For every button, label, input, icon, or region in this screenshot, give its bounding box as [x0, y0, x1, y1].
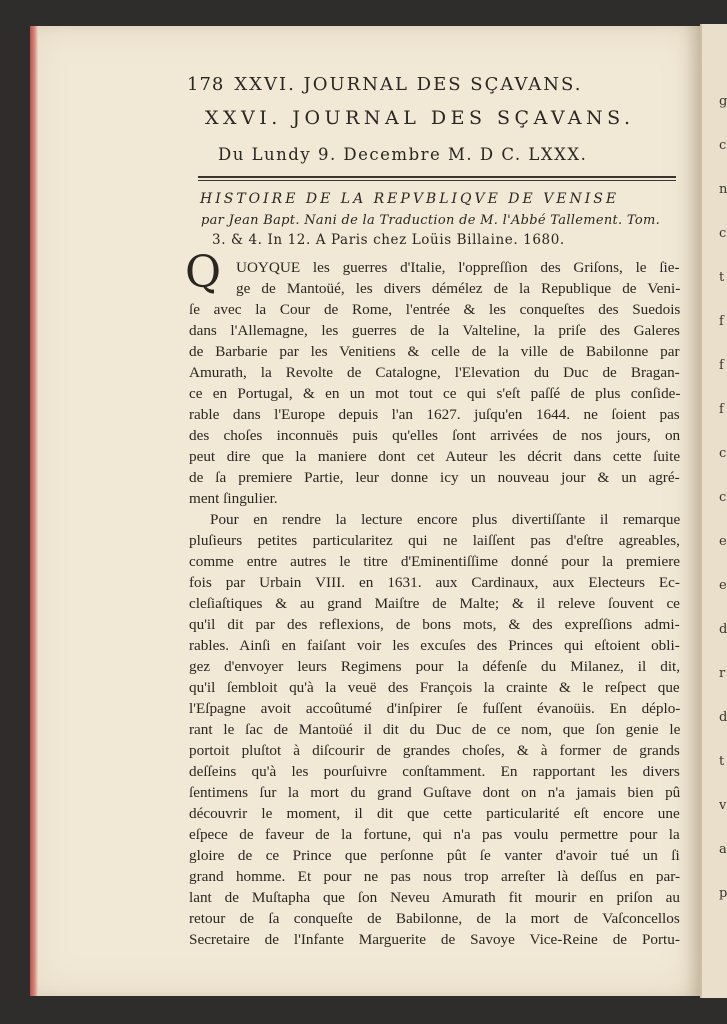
- date-line: Du Lundy 9. Decembre M. D C. LXXX.: [218, 145, 588, 164]
- title-rule: [198, 176, 676, 181]
- body-line: comme entre autres le titre d'Eminentiſſime donné pour la premiere: [189, 553, 680, 570]
- next-page-glyph: d: [719, 710, 727, 725]
- body-line: portoit pluſtot à diſcourir de grandes choſes, & à former de grands: [189, 742, 680, 759]
- body-line: qu'il ſembloit qu'à la veuë des François la crainte & le reſpect que: [189, 679, 680, 696]
- next-page-glyph: t: [719, 754, 725, 769]
- body-line: découvrir le moment, il dit que cette particularité eſt encore une: [189, 805, 680, 822]
- next-page-glyph: p: [719, 886, 727, 901]
- body-line: l'Eſpagne avoit accoûtumé d'inſpirer ſe fuſſent évanoüis. En déplo-: [189, 700, 681, 717]
- journal-title: XXVI. JOURNAL DES SÇAVANS.: [205, 107, 635, 129]
- body-line: eſpece de faveur de la fortune, qui n'a pas voulu permettre pour la: [189, 826, 680, 843]
- body-line: fois par Urbain VIII. en 1631. aux Cardinaux, aux Electeurs Ec-: [189, 574, 680, 591]
- body-line: Secretaire de l'Infante Marguerite de Savoye Vice-Reine de Portu-: [189, 931, 680, 948]
- body-line: ſe avec la Cour de Rome, l'entrée & les conqueſtes des Suedois: [189, 301, 681, 318]
- red-page-edge: [30, 26, 38, 996]
- next-page-glyph: c: [719, 446, 727, 461]
- body-line: UOYQUE les guerres d'Italie, l'oppreſſion des Griſons, le ſie-: [236, 259, 680, 276]
- next-page-glyph: c: [719, 490, 727, 505]
- body-line: gez d'envoyer leurs Regimens pour la défenſe du Milanez, il dit,: [189, 658, 681, 675]
- body-line: Pour en rendre la lecture encore plus divertiſſante il remarque: [210, 511, 681, 528]
- body-line: de ſa premiere Partie, leur donne icy un nouveau jour & un agré-: [189, 469, 680, 486]
- next-page-glyph: c: [719, 138, 727, 153]
- body-line: ce en Portugal, & en un mot tout ce qui s'eſt paſſé de plus conſide-: [189, 385, 681, 402]
- page-number: 178: [187, 74, 225, 95]
- body-line: peut dire que la maniere dont cet Auteur les décrit dans cette ſuite: [189, 448, 681, 465]
- body-line: retour de ſa conqueſte de Babilonne, de la mort de Vaſconcellos: [189, 910, 680, 927]
- next-page-glyph: c: [719, 226, 727, 241]
- next-page-glyph: n: [719, 182, 727, 197]
- book-author-line: par Jean Bapt. Nani de la Traduction de M. l'Abbé Tallement. Tom.: [201, 213, 661, 228]
- body-line: lant de Muſtapha que ſon Neveu Amurath fit mourir en priſon au: [189, 889, 680, 906]
- body-line: ge de Mantoüé, les divers démélez de la Republique de Veni-: [236, 280, 681, 297]
- next-page-glyph: e: [719, 534, 727, 549]
- next-page-glyph: e: [719, 578, 727, 593]
- running-head-title: XXVI. JOURNAL DES SÇAVANS.: [234, 74, 583, 95]
- body-line: rant le ſac de Mantoüé il dit du Duc de ce nom, que ſon genie le: [189, 721, 681, 738]
- next-page-glyph: a: [719, 842, 727, 857]
- body-line: grand homme. Et pour ne pas nous trop arreſter là deſſus en par-: [189, 868, 681, 885]
- next-page-glyph: f: [719, 314, 724, 329]
- body-line: dans l'Allemagne, les guerres de la Valteline, la priſe des Galeres: [189, 322, 680, 339]
- next-page-edge: [700, 24, 727, 998]
- body-line: deſſeins qu'à les pourſuivre conſtamment. En rapportant les divers: [189, 763, 680, 780]
- drop-cap: Q: [185, 247, 222, 298]
- body-line: rable dans l'Europe depuis l'an 1627. juſqu'en 1644. ne ſoient pas: [189, 406, 680, 423]
- body-line: rables. Ainſi en faiſant voir les excuſes des Princes qui eſtoient obli-: [189, 637, 680, 654]
- book-publication-line: 3. & 4. In 12. A Paris chez Loüis Billaine. 1680.: [212, 232, 565, 248]
- body-line: ſentimens ſur la mort du grand Guſtave dont on n'a jamais bien pû: [189, 784, 681, 801]
- next-page-glyph: f: [719, 358, 724, 373]
- body-line: de Barbarie par les Venitiens & celle de la ville de Babilonne par: [189, 343, 680, 360]
- next-page-glyph: d: [719, 622, 727, 637]
- body-line: cleſiaſtiques & au grand Maiſtre de Malte; & il releve ſouvent ce: [189, 595, 680, 612]
- next-page-glyph: r: [719, 666, 726, 681]
- body-line: gloire de ce Prince que perſonne pût ſe vanter d'avoir tué un ſi: [189, 847, 680, 864]
- body-line: pluſieurs petites particularitez qui ne laiſſent pas d'eſtre agreables,: [189, 532, 680, 549]
- body-line: des choſes inconnuës puis qu'elles ſont arrivées de nos jours, on: [189, 427, 681, 444]
- body-line: ment ſingulier.: [189, 490, 278, 507]
- next-page-glyph: v: [719, 798, 727, 813]
- next-page-glyph: g: [719, 94, 727, 109]
- body-line: qu'il dit par des reflexions, de bons mots, & des expreſſions admi-: [189, 616, 680, 633]
- running-head: [187, 74, 582, 95]
- book-title: HISTOIRE DE LA REPVBLIQVE DE VENISE: [200, 191, 620, 207]
- body-line: Amurath, la Revolte de Catalogne, l'Elevation du Duc de Bragan-: [189, 364, 680, 381]
- next-page-glyph: t: [719, 270, 725, 285]
- next-page-glyph: f: [719, 402, 724, 417]
